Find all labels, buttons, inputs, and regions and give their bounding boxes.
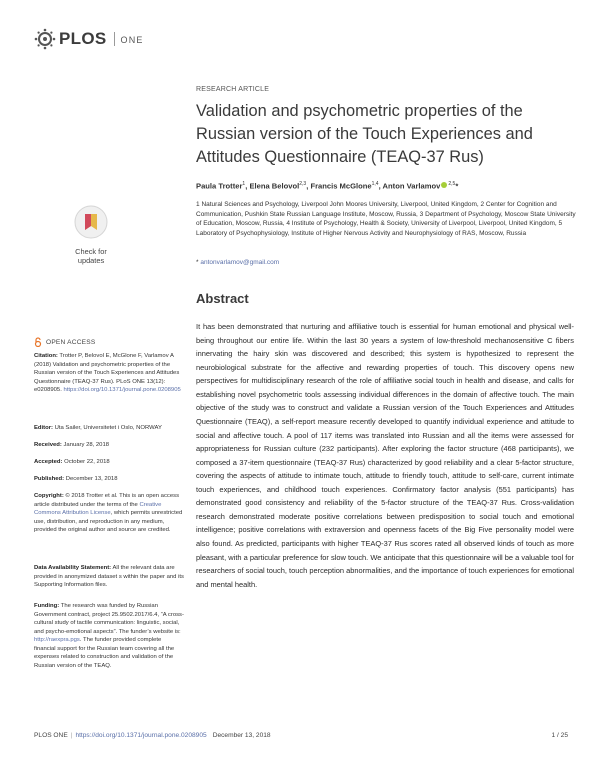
published-label: Published:	[34, 476, 65, 482]
author-name[interactable]: Francis McGlone	[310, 181, 372, 191]
funding-text-tail: . The funder provided complete financial support for the Russian team covering all the expenses related to construction and validation of the Russian version of the TEAQ.	[34, 637, 175, 669]
accepted-label: Accepted:	[34, 459, 63, 465]
citation-label: Citation:	[34, 353, 58, 359]
citation-doi-link[interactable]: https://doi.org/10.1371/journal.pone.0208905	[63, 387, 181, 394]
open-lock-icon	[34, 337, 42, 347]
abstract-text: It has been demonstrated that nurturing and affiliative touch is essential for human emotional and physical well-being throughout our entire life. Within the last 30 years a system of low-threshold mechanosensitive C fibers innervating the hairy skin was discovered and described; this system is hypothesized to represent the neurobiological substrate for the affective and rewarding properties of touch. This discovery opens new perspectives for multidisciplinary research of the role of affiliative social touch in health and disease, and calls for establishing novel psychometric tools assessing individual differences in the domain of affective touch. The main objective of the study was to construct and validate a Russian version of the Touch Experiences and Attitudes Questionnaire (TEAQ), a self-report measure recently developed to quantify individual experience and attitude to social and affective touch. A pool of 117 items was translated into Russian and all the items were assessed for appropriateness for Russian culture (232 participants). After exploring the factor structure (468 participants), we composed a 37-item questionnaire (TEAQ-37 Rus) characterized by good reliability and a clear 5-factor structure, covering the aspects of attitude to intimate touch, attitude to friendly touch, attitude to self-care, current intimate touch experiences, and childhood touch experiences. Confirmatory factor analysis (551 participants) has demonstrated good consistency and reliability of the 5-factor structure of the TEAQ-37 Rus. Cross-validation research demonstrated moderate positive correlations between predisposition to social touch and emotional intelligence; positive correlations with extraversion and openness facets of the Big Five personality model were also found. As predicted, participants with higher TEAQ-37 Rus scores rated all observed kinds of touch as more pleasant, with a particular preference for slow touch. We anticipate that this questionnaire will be a valuable tool for researchers of social touch, touch perception abnormalities, and the importance of touch experiences for emotional and mental health.	[196, 322, 574, 589]
brand-name: PLOS	[59, 29, 107, 48]
open-access-label: OPEN ACCESS	[46, 338, 96, 346]
affil-num: 2	[480, 201, 485, 208]
copyright-text-tail: , which permits unrestricted use, distribution, and reproduction in any medium, provided the original author and source are credited.	[34, 510, 183, 534]
editor-block	[34, 424, 184, 433]
article-title: Validation and psychometric properties of the Russian version of the Touch Experiences and Attitudes Questionnaire (TEAQ-37 Rus)	[196, 102, 533, 166]
data-availability-label: Data Availability Statement:	[34, 565, 112, 571]
data-availability-text: All the relevant data are provided in anonymized dataset s within the paper and its Supporting Information files.	[34, 565, 184, 589]
plos-logo-icon	[34, 28, 56, 50]
check-for-updates-button[interactable]	[63, 205, 119, 265]
check-updates-icon	[74, 205, 108, 239]
journal-name: ONE	[120, 35, 144, 45]
author-name[interactable]: Paula Trotter	[196, 181, 243, 191]
affil-text: Center for Cognition and Communication, Pushkin State Russian Language Institute, Moscow, Russia,	[196, 201, 557, 218]
orcid-icon[interactable]	[441, 182, 447, 188]
received-block	[34, 441, 184, 450]
affiliations	[196, 200, 576, 238]
logo-divider	[114, 32, 115, 46]
funding-text: The research was funded by Russian Government contract, project 25.9502.2017/6.4, “A cross-cultural study of tactile communication: linguistic, social, and psycho-emotional aspects”. The funder’s website is:	[34, 603, 184, 635]
corresponding-mark: *	[455, 181, 459, 191]
affil-num: 3	[419, 210, 424, 218]
copyright-block	[34, 492, 184, 535]
received-date: January 28, 2018	[63, 442, 110, 448]
funding-label: Funding:	[34, 603, 60, 609]
author-list: Paula Trotter$^1$, Elena Belovol$^{2,3}$, Francis McGlone$^{1,4}$, Anton Varlamov $^{2,5}$*	[196, 181, 459, 191]
author-name[interactable]: Elena Belovol	[249, 181, 300, 191]
footer-separator: |	[70, 732, 73, 739]
license-link[interactable]: Creative Commons Attribution License	[34, 501, 162, 517]
open-access-badge	[34, 337, 95, 347]
funder-website-link[interactable]: http://raexpra.pgs	[34, 637, 80, 644]
affil-num: 5	[558, 220, 563, 228]
citation-text: Trotter P, Belovol E, McGlone F, Varlamov A (2018) Validation and psychometric properties of the Russian version of the Touch Experiences and Attitudes Questionnaire (TEAQ-37 Rus). PLoS ONE 13(12): e0208905.	[34, 353, 180, 394]
editor-label: Editor:	[34, 425, 53, 431]
email-link[interactable]: antonvarlamov@gmail.com	[200, 259, 280, 266]
citation-block	[34, 352, 184, 395]
affil-num: 4	[286, 220, 290, 228]
affil-text: Department of Psychology, Moscow State University of Education, Moscow, Russia,	[196, 210, 576, 228]
published-date: December 13, 2018	[65, 476, 118, 482]
page-number: 1 / 25	[551, 732, 568, 739]
accepted-block	[34, 458, 184, 467]
accepted-date: October 22, 2018	[64, 459, 110, 465]
email-prefix: *	[196, 259, 199, 266]
author-affil-sup: 2,5	[448, 181, 456, 187]
affil-text: Laboratory of Psychophysiology, Institute of Higher Nervous Activity and Neurophysiology of RAS, Moscow, Russia	[196, 229, 527, 237]
footer-date: December 13, 2018	[212, 732, 271, 739]
author-affil-sup: 1	[242, 181, 246, 187]
author-affil-sup: 1,4	[371, 181, 379, 187]
author-name[interactable]: Anton Varlamov	[382, 181, 441, 191]
published-block	[34, 475, 184, 484]
check-updates-label: Check for updates	[75, 247, 107, 265]
affil-num: 1	[196, 201, 200, 208]
plos-one-logo	[34, 28, 144, 50]
footer-doi-link[interactable]: https://doi.org/10.1371/journal.pone.0208905	[75, 732, 207, 739]
received-label: Received:	[34, 442, 62, 448]
affil-text: Natural Sciences and Psychology, Liverpool John Moores University, Liverpool, United Kingdom,	[201, 201, 479, 208]
article-type: RESEARCH ARTICLE	[196, 86, 270, 93]
footer-journal: PLOS ONE	[34, 732, 68, 739]
page-footer	[34, 732, 568, 739]
abstract-heading: Abstract	[196, 291, 249, 306]
author-affil-sup: 2,3	[299, 181, 307, 187]
copyright-text: © 2018 Trotter et al. This is an open access article distributed under the terms of the	[34, 493, 180, 508]
funding-block	[34, 602, 184, 670]
affil-text: Institute of Psychology, Health & Society, University of Liverpool, Liverpool, United Kingdom,	[291, 220, 557, 228]
data-availability-block	[34, 564, 184, 590]
editor-text: Uta Sailer, Universitetet i Oslo, NORWAY	[54, 425, 162, 431]
copyright-label: Copyright:	[34, 493, 64, 499]
corresponding-email	[196, 259, 279, 266]
